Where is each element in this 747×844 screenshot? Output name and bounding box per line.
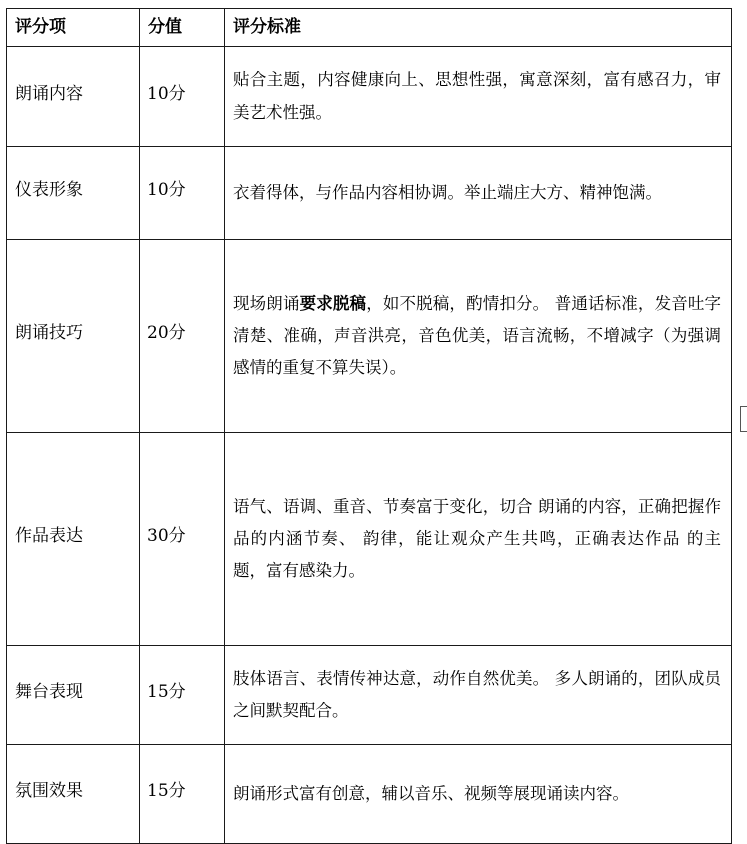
row-criteria-label: 朗诵形式富有创意，辅以音乐、视频等展现诵读内容。 <box>233 783 629 803</box>
row-item-name <box>7 745 140 844</box>
row-criteria-text <box>225 147 732 240</box>
row-item-name <box>7 47 140 147</box>
row-item-name <box>7 147 140 240</box>
row-criteria-text <box>225 646 732 745</box>
column-header-score-label: 分值 <box>148 17 182 38</box>
row-score-value <box>140 147 225 240</box>
row-criteria-text <box>225 433 732 646</box>
row-item-name <box>7 240 140 433</box>
table-row <box>7 433 732 646</box>
row-item-label: 氛围效果 <box>15 781 83 802</box>
row-criteria-text <box>225 240 732 433</box>
row-criteria-text <box>225 745 732 844</box>
document-page <box>0 8 747 841</box>
row-score-label: 10分 <box>147 83 186 104</box>
row-score-label: 15分 <box>147 781 186 802</box>
row-score-label: 20分 <box>147 323 186 344</box>
row-criteria-label: 现场朗诵要求脱稿，如不脱稿，酌情扣分。 普通话标准，发音吐字清楚、准确，声音洪亮，音色优美，语言流畅，不增减字（为强调感情的重复不算失误）。 <box>233 293 722 378</box>
table-row <box>7 745 732 844</box>
column-header-score <box>140 9 225 47</box>
row-score-value <box>140 240 225 433</box>
row-criteria-label: 肢体语言、表情传神达意，动作自然优美。 多人朗诵的，团队成员之间默契配合。 <box>233 668 721 720</box>
scoring-rubric-table <box>6 8 732 844</box>
column-header-item <box>7 9 140 47</box>
column-header-criteria-label: 评分标准 <box>233 17 301 38</box>
row-criteria-label: 贴合主题，内容健康向上、思想性强，寓意深刻，富有感召力，审美艺术性强。 <box>233 70 721 122</box>
page-edge-marker <box>740 406 747 432</box>
table-row <box>7 47 732 147</box>
row-score-label: 30分 <box>147 526 186 547</box>
table-row <box>7 147 732 240</box>
row-item-name <box>7 433 140 646</box>
row-criteria-text <box>225 47 732 147</box>
row-score-label: 10分 <box>147 180 186 201</box>
column-header-criteria <box>225 9 732 47</box>
row-score-value <box>140 646 225 745</box>
row-score-label: 15分 <box>147 682 186 703</box>
table-header-row <box>7 9 732 47</box>
row-item-label: 朗诵技巧 <box>15 323 83 344</box>
table-row <box>7 646 732 745</box>
row-criteria-label: 衣着得体，与作品内容相协调。举止端庄大方、精神饱满。 <box>233 182 662 202</box>
row-score-value <box>140 745 225 844</box>
row-item-label: 作品表达 <box>15 526 83 547</box>
row-item-label: 舞台表现 <box>15 682 83 703</box>
row-item-label: 朗诵内容 <box>15 83 83 104</box>
row-score-value <box>140 47 225 147</box>
row-item-name <box>7 646 140 745</box>
row-item-label: 仪表形象 <box>15 180 83 201</box>
column-header-item-label: 评分项 <box>15 17 66 38</box>
table-row <box>7 240 732 433</box>
row-criteria-label: 语气、语调、重音、节奏富于变化，切合 朗诵的内容，正确把握作品的内涵节奏、 韵律，能让观众产生共鸣，正确表达作品 的主题，富有感染力。 <box>233 496 721 581</box>
row-score-value <box>140 433 225 646</box>
